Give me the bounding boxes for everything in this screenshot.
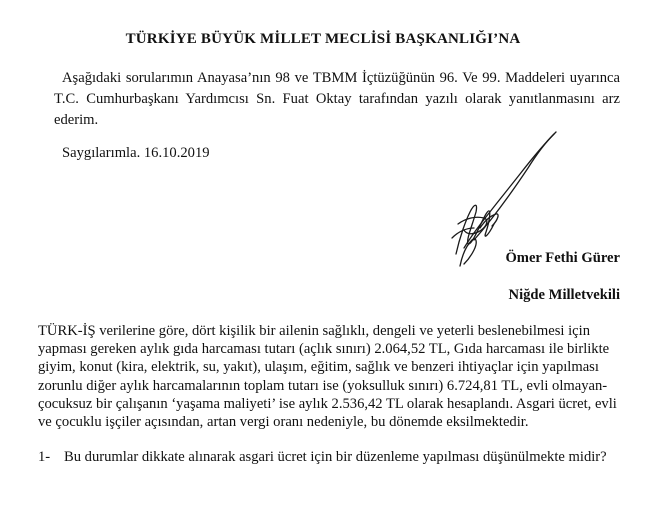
question-number: 1- [38,449,51,465]
question-list [38,448,634,467]
intro-paragraph: Aşağıdaki sorularımın Anayasa’nın 98 ve TBMM İçtüzüğünün 96. Ve 99. Maddeleri uyarınca T.C. Cumhurbaşkanı Yardımcısı Sn. Fuat Oktay tarafından yazılı olarak yanıtlanmasını arz ederim. [54,70,620,128]
signatory-name: Ömer Fethi Gürer [505,250,620,266]
greeting-date: Saygılarımla. 16.10.2019 [62,145,210,161]
question-item [38,448,634,467]
signatory-title: Niğde Milletvekili [508,287,620,303]
body-paragraph: TÜRK-İŞ verilerine göre, dört kişilik bir ailenin sağlıklı, dengeli ve yeterli beslenebilmesi için yapması gereken aylık gıda harcaması tutarı (açlık sınırı) 2.064,52 TL, Gıda harcaması ile birlikte giyim, konut (kira, elektrik, su, yakıt), ulaşım, eğitim, sağlık ve benzeri ihtiyaçlar için yapılması zorunlu diğer aylık harcamalarının toplam tutarı ise (yoksulluk sınırı) 6.724,81 TL, evli olmayan-çocuksuz bir çalışanın ‘yaşama maliyeti’ ise aylık 2.536,42 TL olarak hesaplandı. Asgari ücret, evli ve çocuklu işçiler açısından, artan vergi oranı nedeniyle, bu dönemde eksilmektedir. [38,323,617,431]
question-text: Bu durumlar dikkate alınarak asgari ücret için bir düzenleme yapılması düşünülmekte midir? [64,449,607,465]
handwritten-signature [436,128,566,270]
document-title: TÜRKİYE BÜYÜK MİLLET MECLİSİ BAŞKANLIĞI’NA [125,31,521,47]
